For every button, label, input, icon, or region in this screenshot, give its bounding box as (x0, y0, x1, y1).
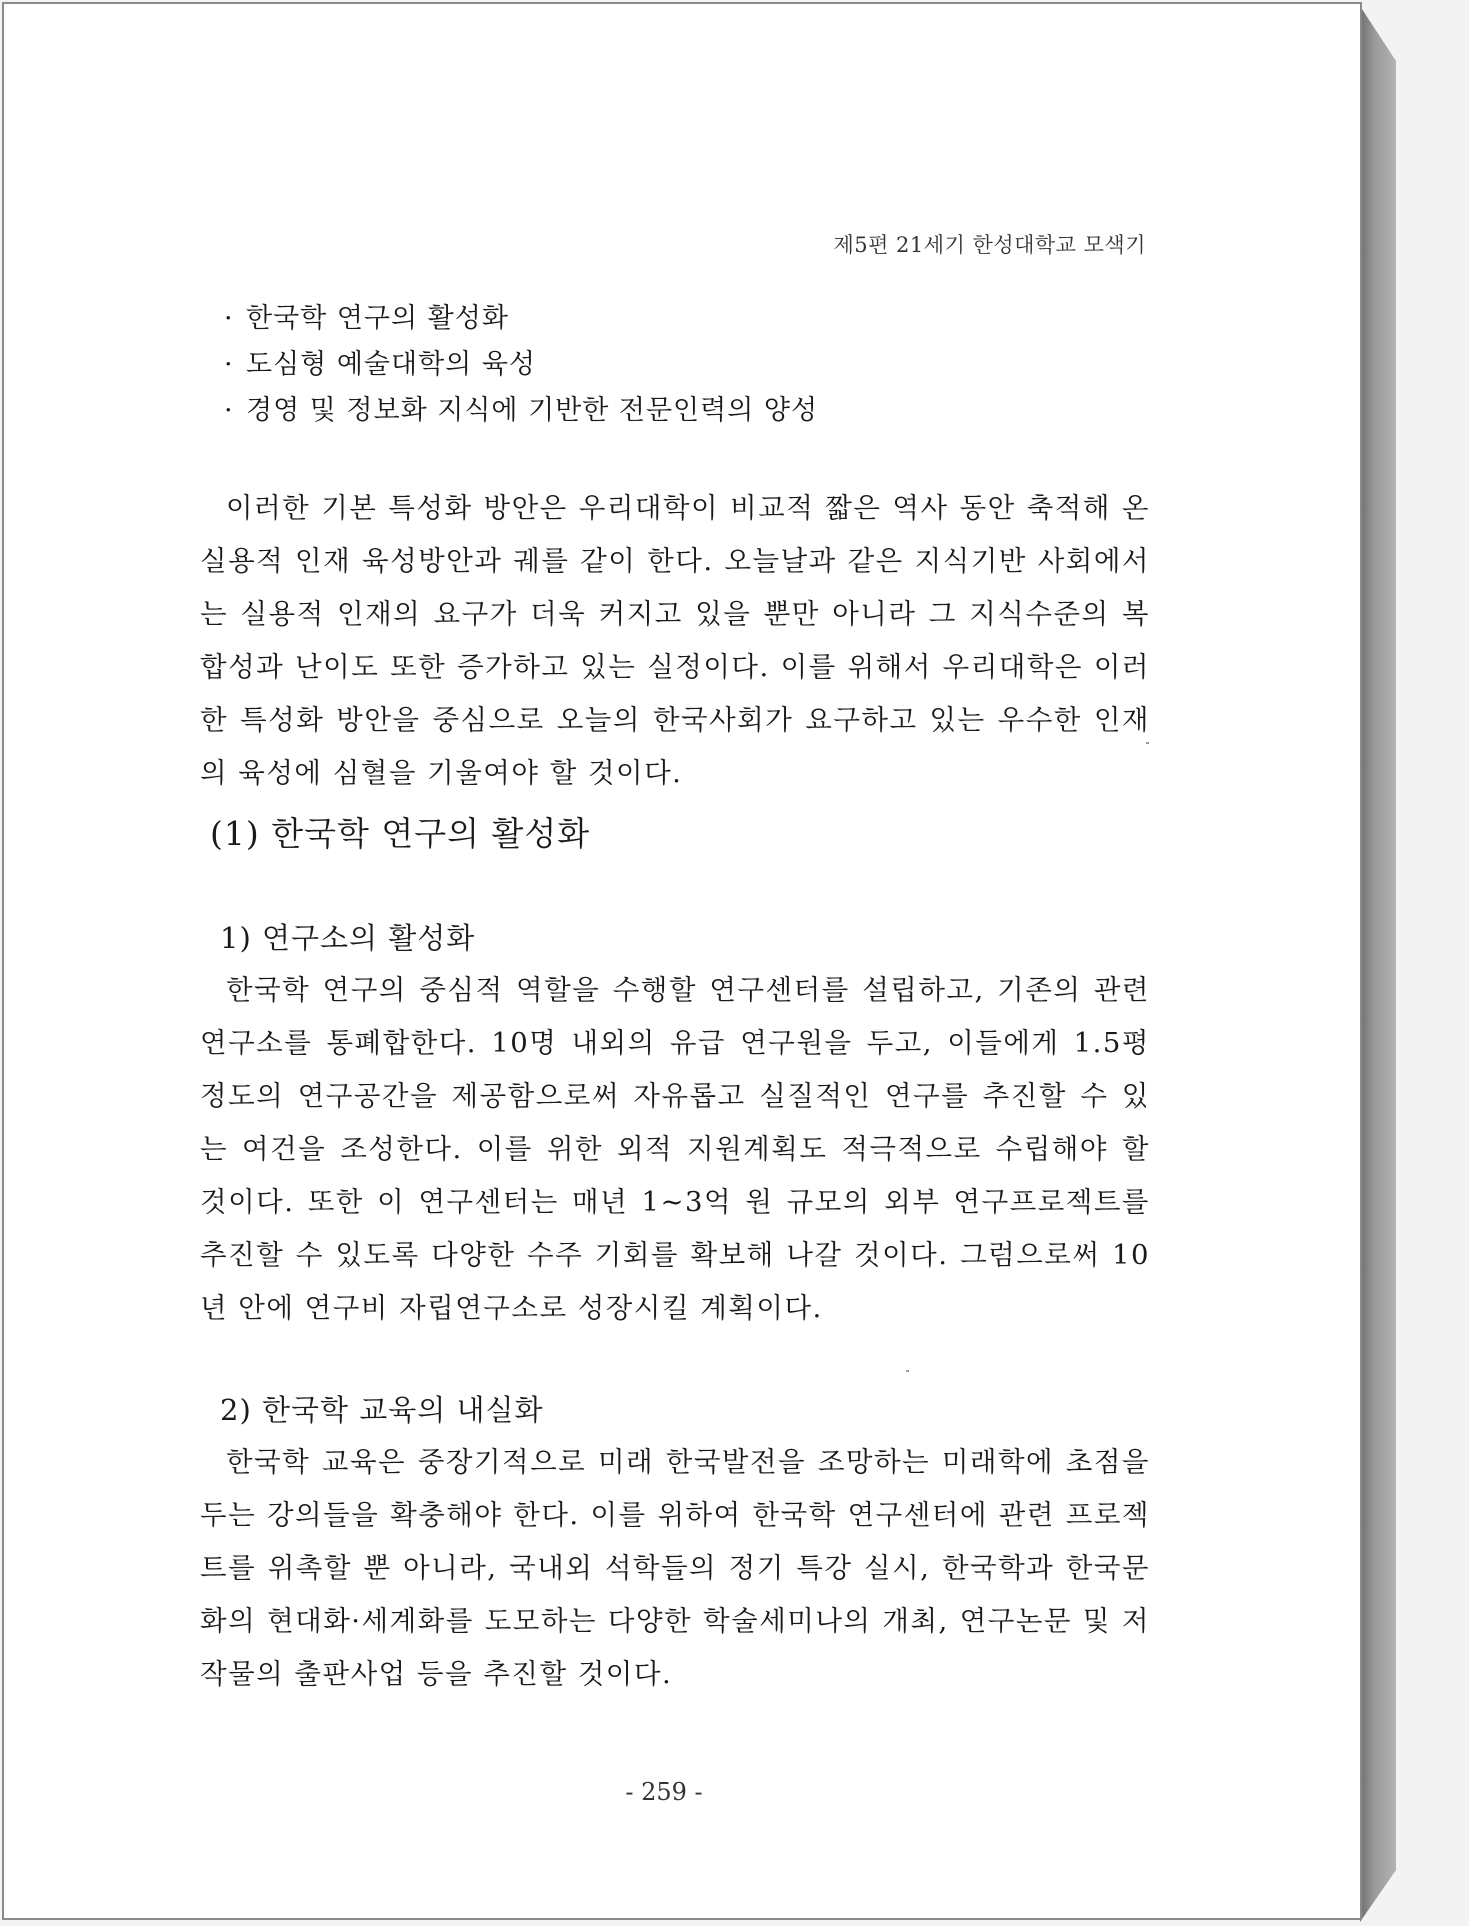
bullet-text: 한국학 연구의 활성화 (246, 303, 509, 334)
bullet-item (224, 388, 818, 434)
page-number: - 259 - (625, 1778, 703, 1806)
bullet-text: 경영 및 정보화 지식에 기반한 전문인력의 양성 (246, 395, 819, 426)
subsection-body-1: 한국학 연구의 중심적 역할을 수행할 연구센터를 설립하고, 기존의 관련 연구소를 통폐합한다. 10명 내외의 유급 연구원을 두고, 이들에게 1.5평 정도의 연구공간을 제공함으로써 자유롭고 실질적인 연구를 추진할 수 있는 여건을 조성한다. 이를 위한 외적 지원계획도 적극적으로 수립해야 할 것이다. 또한 이 연구센터는 매년 1~3억 원 규모의 외부 연구프로젝트를 추진할 수 있도록 다양한 수주 기회를 확보해 나갈 것이다. 그럼으로써 10년 안에 연구비 자립연구소로 성장시킬 계획이다. (200, 974, 1150, 1324)
running-head: 제5편 21세기 한성대학교 모색기 (833, 233, 1146, 257)
bullet-marker: · (224, 303, 234, 334)
bullet-marker: · (224, 395, 234, 426)
bullet-item (224, 342, 818, 388)
intro-paragraph: 이러한 기본 특성화 방안은 우리대학이 비교적 짧은 역사 동안 축적해 온 실용적 인재 육성방안과 궤를 같이 한다. 오늘날과 같은 지식기반 사회에서는 실용적 인재의 요구가 더욱 커지고 있을 뿐만 아니라 그 지식수준의 복합성과 난이도 또한 증가하고 있는 실정이다. 이를 위해서 우리대학은 이러한 특성화 방안을 중심으로 오늘의 한국사회가 요구하고 있는 우수한 인재의 육성에 심혈을 기울여야 할 것이다. (200, 492, 1150, 789)
subsection-heading-2: 2) 한국학 교육의 내실화 (220, 1393, 544, 1427)
section-heading: (1) 한국학 연구의 활성화 (210, 814, 591, 853)
scan-speck (1146, 742, 1149, 744)
bullet-list (224, 296, 818, 434)
scan-speck (906, 1370, 909, 1372)
bullet-item (224, 296, 818, 342)
bullet-text: 도심형 예술대학의 육성 (246, 349, 536, 380)
document-page (2, 2, 1362, 1920)
subsection-heading-1: 1) 연구소의 활성화 (220, 921, 476, 955)
subsection-body-2: 한국학 교육은 중장기적으로 미래 한국발전을 조망하는 미래학에 초점을 두는 강의들을 확충해야 한다. 이를 위하여 한국학 연구센터에 관련 프로젝트를 위촉할 뿐 아니라, 국내외 석학들의 정기 특강 실시, 한국학과 한국문화의 현대화·세계화를 도모하는 다양한 학술세미나의 개최, 연구논문 및 저작물의 출판사업 등을 추진할 것이다. (200, 1446, 1150, 1690)
page-edge-shadow (1360, 6, 1396, 1922)
bullet-marker: · (224, 349, 234, 380)
